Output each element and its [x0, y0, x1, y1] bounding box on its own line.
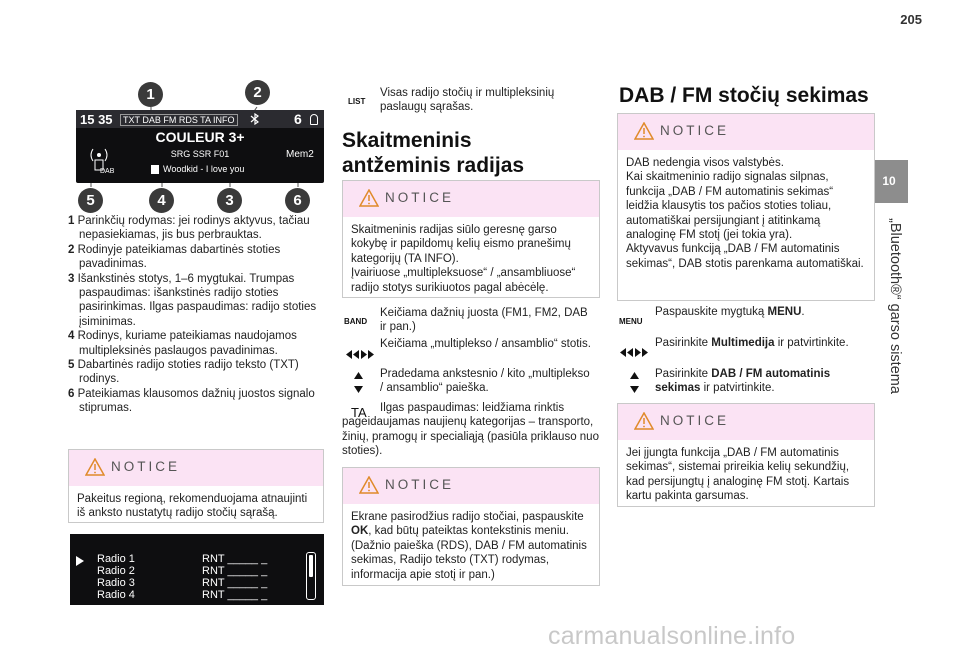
step-text: Paspauskite mygtuką MENU. — [655, 306, 805, 318]
notice-text: Skaitmeninis radijas siūlo geresnę garso kokybę ir papildomų kelių eismo pranešimų kategorijų (TA INFO). Įvairiuose „multipleksuose“ / „ansambliuose“ radijo stotys surikiuotos pagal abėcėlę. — [351, 224, 576, 294]
preset-number: 6 — [294, 111, 302, 127]
station-list-display — [70, 534, 324, 605]
play-icon — [76, 556, 84, 566]
station-rnt-3: RNT _____ _ — [202, 577, 268, 589]
notice-box: NOTICE Skaitmeninis radijas siūlo geresnę garso kokybę ir papildomų kelių eismo pranešimų kategorijų (TA INFO). Įvairiuose „multipleksuose“ / „ansambliuose“ radijo stotys surikiuotos pagal abėcėlę. — [342, 180, 600, 298]
callout-5: 4 — [149, 188, 174, 213]
dab-label: DAB — [100, 168, 115, 175]
multiplex-name: SRG SSR F01 — [170, 149, 230, 159]
callout-6: 5 — [78, 188, 103, 213]
callout-3: 6 — [285, 188, 310, 213]
callout-4: 3 — [217, 188, 242, 213]
legend-item: 3 Išankstinės stotys, 1–6 mygtukai. Trumpas paspaudimas: išankstinės radijo stoties pasirinkimas. Ilgas paspaudimas: radijo stoties įsiminimas. — [68, 272, 317, 328]
memory-label: Mem2 — [286, 149, 314, 160]
notice-text: Ekrane pasirodžius radijo stočiai, paspauskite OK, kad būtų pateiktas kontekstinis meniu. (Dažnio paieška (RDS), DAB / FM automatinis sekimas, Radijo teksto (TXT) rodymas, informacija apie stotį ir pan.) — [351, 511, 587, 581]
notice-box: NOTICE Ekrane pasirodžius radijo stočiai, paspauskite OK, kad būtų pateiktas kontekstinis meniu. (Dažnio paieška (RDS), DAB / FM automatinis sekimas, Radijo teksto (TXT) rodymas, informacija apie stotį ir pan.) — [342, 467, 600, 586]
service-tags: TXT DAB FM RDS TA INFO — [120, 114, 238, 126]
legend-item: 5 Dabartinės radijo stoties radijo teksto (TXT) rodinys. — [68, 359, 299, 386]
clock: 15 35 — [80, 112, 113, 127]
station-name: COULEUR 3+ — [155, 129, 245, 145]
callout-2: 2 — [245, 80, 270, 105]
notice-text: DAB nedengia visos valstybės. Kai skaitmeninio radijo signalas silpnas, funkcija „DAB / FM automatinis sekimas“ leidžia klausytis tos pačios stoties toliau, automatiškai persijungiant į atitinkamą analoginę FM stotį (jei tokia yra). Aktyvavus funkciją „DAB / FM automatinis sekimas“, DAB stotis parenkama automatiškai. — [626, 157, 864, 270]
station-rnt-1: RNT _____ _ — [202, 553, 268, 565]
notice-box: NOTICE DAB nedengia visos valstybės. Kai skaitmeninio radijo signalas silpnas, funkcija „DAB / FM automatinis sekimas“ leidžia klausytis tos pačios stoties toliau, automatiškai persijungiant į atitinkamą analoginę FM stotį (jei tokia yra). Aktyvavus funkciją „DAB / FM automatinis sekimas“, DAB stotis parenkama automatiškai. — [617, 113, 875, 301]
radio-display — [76, 110, 324, 183]
list-button-icon: LIST — [348, 97, 366, 106]
station-name-2: Radio 2 — [97, 565, 135, 577]
bluetooth-icon — [248, 113, 262, 125]
seek-text: Pradedama ankstesnio / kito „multiplekso / ansamblio“ paieška. — [380, 368, 590, 395]
warning-icon — [85, 458, 105, 476]
left-right-arrows-icon — [620, 348, 648, 357]
step-text: Pasirinkite Multimedija ir patvirtinkite. — [655, 337, 849, 349]
notice-box: NOTICE Jei įjungta funkcija „DAB / FM automatinis sekimas“, sistemai prireikia kelių sekundžių, kad persijungtų į analoginę FM stotį. Kartais kartu pakinta garsumas. — [617, 403, 875, 507]
legend-item: 2 Rodinyje pateikiamas dabartinės stoties pavadinimas. — [68, 243, 281, 271]
station-name-3: Radio 3 — [97, 577, 135, 589]
warning-icon — [634, 122, 654, 140]
page-number: 205 — [900, 12, 922, 27]
up-down-arrows-icon — [354, 372, 363, 394]
scrollbar[interactable] — [306, 552, 316, 600]
legend-item: 4 Rodinys, kuriame pateikiamas naudojamos multipleksinės paslaugos pavadinimas. — [68, 330, 297, 357]
callout-1: 1 — [138, 82, 163, 107]
ta-text: Ilgas paspaudimas: leidžiama rinktis pageidaujamas naujienų kategorijas – transporto, žinių, pramogų ir specialiąją (pasiūla priklauso nuo stoties). — [342, 402, 599, 458]
warning-icon — [359, 189, 379, 207]
step-text: Pasirinkite DAB / FM automatinis sekimas ir patvirtinkite. — [655, 368, 831, 395]
notice-box — [68, 449, 324, 523]
notice-text: Pakeitus regioną, rekomenduojama atnaujinti iš anksto nustatytų radijo stočių sąrašą. — [77, 493, 308, 520]
warning-icon — [359, 476, 379, 494]
multiplex-text: Keičiama „multiplekso / ansamblio“ stotis. — [380, 338, 591, 350]
signal-icon — [310, 114, 318, 125]
band-button-icon: BAND — [344, 317, 368, 326]
chapter-title: „Bluetooth®“ garso sistema — [887, 218, 903, 394]
station-rnt-4: RNT _____ _ — [202, 589, 268, 601]
radiotext-icon — [151, 165, 159, 174]
station-name-4: Radio 4 — [97, 589, 135, 601]
station-rnt-2: RNT _____ _ — [202, 565, 268, 577]
radiotext: Woodkid - I love you — [163, 164, 245, 174]
chapter-number: 10 — [870, 160, 908, 203]
ta-button-icon: TA — [351, 405, 367, 420]
left-right-arrows-icon — [346, 350, 374, 359]
section-heading: Skaitmeninis antžeminis radijas — [342, 129, 525, 177]
warning-icon — [634, 412, 654, 430]
notice-text: Jei įjungta funkcija „DAB / FM automatinis sekimas“, sistemai prireikia kelių sekundžių, kad persijungtų į analoginę FM stotį. Kartais kartu pakinta garsumas. — [626, 447, 850, 503]
station-name-1: Radio 1 — [97, 553, 135, 565]
notice-title: NOTICE — [111, 459, 181, 474]
legend-item: 6 Pateikiamas klausomos dažnių juostos signalo stiprumas. — [68, 387, 315, 415]
legend-list — [68, 214, 330, 416]
list-text: Visas radijo stočių ir multipleksinių paslaugų sąrašas. — [380, 87, 555, 114]
menu-button-icon: MENU — [619, 317, 643, 326]
section-heading: DAB / FM stočių sekimas — [619, 84, 869, 107]
band-text: Keičiama dažnių juosta (FM1, FM2, DAB ir pan.) — [380, 307, 588, 334]
up-down-arrows-icon — [630, 372, 639, 394]
legend-item: 1 Parinkčių rodymas: jei rodinys aktyvus, tačiau nepasiekiamas, jis bus perbrauktas. — [68, 215, 310, 242]
watermark: carmanualsonline.info — [548, 622, 796, 650]
